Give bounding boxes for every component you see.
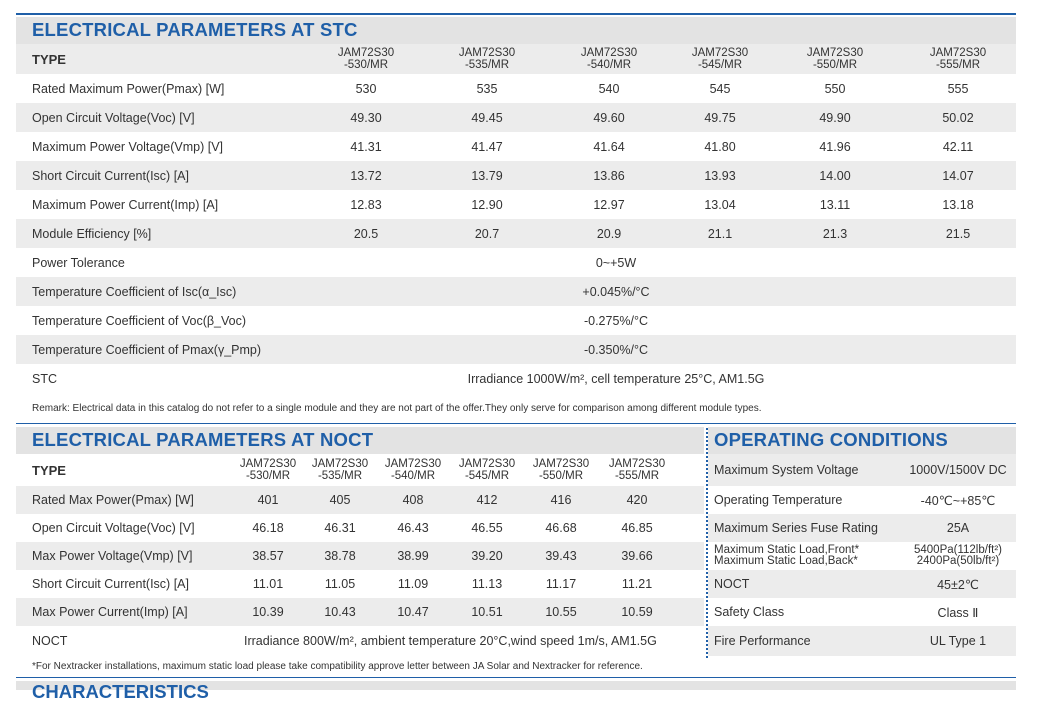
stc-row-label: Power Tolerance [32, 255, 125, 270]
stc-value: 13.11 [819, 197, 851, 212]
stc-value: 50.02 [942, 110, 974, 125]
operating-row [708, 454, 1016, 486]
top-rule [16, 13, 1016, 15]
noct-row [16, 514, 704, 542]
noct-type-row [16, 454, 704, 486]
stc-type-label: TYPE [32, 51, 66, 67]
operating-row-label: Safety Class [714, 605, 785, 619]
noct-value: 408 [402, 493, 424, 507]
operating-value: -40℃~+85℃ [920, 493, 996, 508]
stc-value: Irradiance 1000W/m², cell temperature 25°C, AM1.5G [467, 371, 765, 386]
noct-value: 10.43 [324, 605, 356, 619]
stc-row-label: STC [32, 371, 57, 386]
stc-value: 12.83 [350, 197, 382, 212]
noct-value: 10.47 [397, 605, 429, 619]
stc-row-label: Module Efficiency [%] [32, 226, 152, 241]
noct-type-col: JAM72S30 -555/MR [608, 458, 666, 482]
stc-value: 41.47 [471, 139, 503, 154]
operating-row-label: Maximum System Voltage [714, 463, 859, 477]
noct-row-label: Rated Max Power(Pmax) [W] [32, 493, 194, 507]
stc-value: 545 [709, 81, 731, 96]
stc-row-label: Temperature Coefficient of Voc(β_Voc) [32, 313, 247, 328]
operating-section-header [708, 427, 1016, 454]
characteristics-section-header [16, 681, 1016, 702]
noct-value: 39.20 [471, 549, 503, 563]
operating-value: UL Type 1 [929, 634, 987, 648]
stc-type-col: JAM72S30 -535/MR [458, 47, 516, 71]
noct-row [16, 570, 704, 598]
noct-row-label: Max Power Current(Imp) [A] [32, 605, 188, 619]
noct-value: 10.55 [545, 605, 577, 619]
operating-value: 25A [946, 521, 970, 535]
stc-value: 13.18 [942, 197, 974, 212]
stc-value: 550 [824, 81, 846, 96]
noct-row-label: NOCT [32, 634, 68, 648]
operating-row [708, 514, 1016, 542]
operating-row [708, 542, 1016, 570]
stc-value: 41.64 [593, 139, 625, 154]
stc-value: 535 [476, 81, 498, 96]
noct-section-header [16, 427, 704, 454]
stc-section-header [16, 17, 1016, 44]
noct-value: 46.85 [621, 521, 653, 535]
noct-value: 46.18 [252, 521, 284, 535]
stc-value: 21.3 [822, 226, 848, 241]
noct-type-col: JAM72S30 -540/MR [384, 458, 442, 482]
stc-value: 555 [947, 81, 969, 96]
stc-value: 530 [355, 81, 377, 96]
stc-single-row [16, 306, 1016, 335]
noct-value: 11.13 [471, 577, 503, 591]
noct-section-title: ELECTRICAL PARAMETERS AT NOCT [32, 429, 374, 450]
stc-row [16, 219, 1016, 248]
stc-value: -0.350%/°C [583, 342, 649, 357]
operating-row-label: Maximum Series Fuse Rating [714, 521, 878, 535]
stc-section-title: ELECTRICAL PARAMETERS AT STC [32, 19, 358, 40]
noct-type-col: JAM72S30 -530/MR [239, 458, 297, 482]
stc-type-row [16, 44, 1016, 74]
section-divider [16, 677, 1016, 678]
stc-value: 49.60 [593, 110, 625, 125]
stc-value: 13.93 [704, 168, 736, 183]
stc-value: -0.275%/°C [583, 313, 649, 328]
noct-row [16, 598, 704, 626]
stc-value: +0.045%/°C [582, 284, 650, 299]
noct-row [16, 542, 704, 570]
stc-type-col: JAM72S30 -545/MR [691, 47, 749, 71]
operating-value: 5400Pa(112lb/ft²) 2400Pa(50lb/ft²) [913, 544, 1002, 567]
stc-value: 20.5 [353, 226, 379, 241]
stc-value: 21.1 [707, 226, 733, 241]
stc-row-label: Temperature Coefficient of Pmax(γ_Pmp) [32, 342, 262, 357]
stc-value: 13.79 [471, 168, 503, 183]
stc-value: 20.9 [596, 226, 622, 241]
operating-row [708, 626, 1016, 656]
stc-value: 14.07 [942, 168, 974, 183]
operating-section-title: OPERATING CONDITIONS [714, 429, 948, 450]
noct-value: 10.39 [252, 605, 284, 619]
noct-type-col: JAM72S30 -535/MR [311, 458, 369, 482]
stc-value: 41.80 [704, 139, 736, 154]
noct-value: 39.43 [545, 549, 577, 563]
noct-row-label: Max Power Voltage(Vmp) [V] [32, 549, 193, 563]
noct-value: 11.17 [545, 577, 577, 591]
stc-type-col: JAM72S30 -540/MR [580, 47, 638, 71]
operating-row-label: Maximum Static Load,Front* Maximum Static Load,Back* [714, 544, 860, 567]
noct-value: 420 [626, 493, 648, 507]
stc-row-label: Rated Maximum Power(Pmax) [W] [32, 81, 225, 96]
stc-value: 49.90 [819, 110, 851, 125]
operating-value: 1000V/1500V DC [909, 463, 1007, 477]
operating-row-label: Fire Performance [714, 634, 811, 648]
stc-type-col: JAM72S30 -555/MR [929, 47, 987, 71]
operating-row-label: NOCT [714, 577, 750, 591]
stc-single-row [16, 364, 1016, 393]
noct-conditions-value: Irradiance 800W/m², ambient temperature 20°C,wind speed 1m/s, AM1.5G [244, 634, 657, 648]
stc-row-label: Short Circuit Current(Isc) [A] [32, 168, 189, 183]
noct-table [16, 454, 704, 656]
noct-value: 38.99 [397, 549, 429, 563]
stc-row [16, 161, 1016, 190]
noct-value: 416 [550, 493, 572, 507]
noct-value: 412 [476, 493, 498, 507]
stc-row-label: Open Circuit Voltage(Voc) [V] [32, 110, 195, 125]
noct-value: 46.43 [397, 521, 429, 535]
operating-value: 45±2℃ [937, 577, 979, 592]
noct-row-label: Short Circuit Current(Isc) [A] [32, 577, 189, 591]
noct-value: 46.55 [471, 521, 503, 535]
operating-row-label: Operating Temperature [714, 493, 843, 507]
stc-value: 21.5 [945, 226, 971, 241]
stc-value: 0~+5W [595, 255, 637, 270]
noct-value: 46.31 [324, 521, 356, 535]
stc-row [16, 103, 1016, 132]
noct-value: 38.78 [324, 549, 356, 563]
stc-value: 42.11 [942, 139, 974, 154]
noct-value: 405 [329, 493, 351, 507]
noct-value: 11.21 [621, 577, 653, 591]
stc-value: 13.04 [704, 197, 736, 212]
characteristics-section-title: CHARACTERISTICS [32, 681, 209, 702]
noct-value: 39.66 [621, 549, 653, 563]
stc-value: 12.90 [471, 197, 503, 212]
stc-value: 12.97 [593, 197, 625, 212]
stc-value: 13.72 [350, 168, 382, 183]
noct-value: 10.59 [621, 605, 653, 619]
stc-value: 13.86 [593, 168, 625, 183]
noct-value: 11.01 [252, 577, 284, 591]
stc-value: 49.30 [350, 110, 382, 125]
stc-row [16, 132, 1016, 161]
noct-type-col: JAM72S30 -545/MR [458, 458, 516, 482]
stc-row [16, 74, 1016, 103]
operating-row [708, 486, 1016, 514]
operating-row [708, 598, 1016, 626]
operating-value: Class Ⅱ [937, 605, 979, 620]
noct-value: 38.57 [252, 549, 284, 563]
stc-value: 14.00 [819, 168, 851, 183]
stc-value: 41.96 [819, 139, 851, 154]
stc-value: 540 [598, 81, 620, 96]
stc-type-col: JAM72S30 -550/MR [806, 47, 864, 71]
stc-single-row [16, 335, 1016, 364]
noct-row-label: Open Circuit Voltage(Voc) [V] [32, 521, 195, 535]
noct-value: 401 [257, 493, 279, 507]
noct-footnote: *For Nextracker installations, maximum static load please take compatibility approve letter between JA Solar and Nextracker for reference. [32, 661, 643, 672]
stc-value: 41.31 [350, 139, 382, 154]
noct-value: 46.68 [545, 521, 577, 535]
operating-row [708, 570, 1016, 598]
noct-conditions-row [16, 626, 704, 656]
section-divider [16, 423, 1016, 424]
noct-type-col: JAM72S30 -550/MR [532, 458, 590, 482]
stc-table [16, 44, 1016, 393]
noct-value: 10.51 [471, 605, 503, 619]
stc-row-label: Maximum Power Voltage(Vmp) [V] [32, 139, 224, 154]
stc-type-col: JAM72S30 -530/MR [337, 47, 395, 71]
stc-row-label: Maximum Power Current(Imp) [A] [32, 197, 219, 212]
stc-single-row [16, 277, 1016, 306]
stc-row-label: Temperature Coefficient of Isc(α_Isc) [32, 284, 237, 299]
stc-single-row [16, 248, 1016, 277]
stc-value: 49.45 [471, 110, 503, 125]
noct-row [16, 486, 704, 514]
stc-value: 49.75 [704, 110, 736, 125]
stc-row [16, 190, 1016, 219]
operating-table [708, 454, 1016, 656]
noct-value: 11.05 [324, 577, 356, 591]
noct-type-label: TYPE [32, 462, 66, 478]
stc-remark: Remark: Electrical data in this catalog do not refer to a single module and they are not part of the offer.They only serve for comparison among different module types. [32, 403, 762, 414]
noct-value: 11.09 [397, 577, 429, 591]
stc-value: 20.7 [474, 226, 500, 241]
